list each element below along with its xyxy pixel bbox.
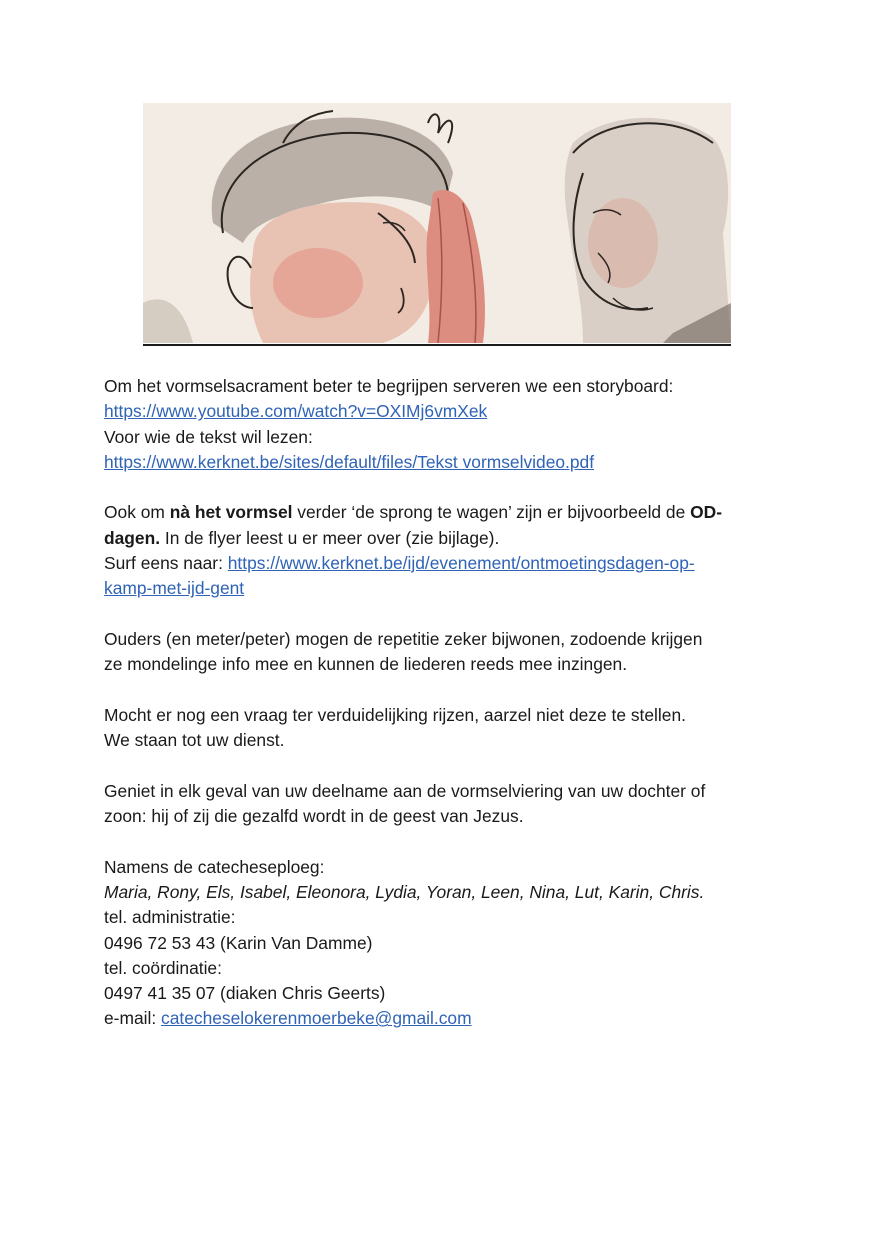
od-days-bold-2: dagen. [104,527,161,548]
team-names: Maria, Rony, Els, Isabel, Eleonora, Lydia, Yoran, Leen, Nina, Lut, Karin, Chris. [104,881,705,902]
after-confirmation-bold: nà het vormsel [169,502,293,523]
email-line: e-mail: catecheselokerenmoerbeke@gmail.com [104,1008,472,1029]
storyboard-illustration [143,103,731,343]
on-behalf-line: Namens de catecheseploeg: [104,856,325,877]
illustration-underline [143,344,731,346]
question-line-2: We staan tot uw dienst. [104,730,285,751]
od-days-paragraph: Ook om nà het vormsel verder ‘de sprong te wagen’ zijn er bijvoorbeeld de OD- [104,502,723,523]
coord-label: tel. coördinatie: [104,957,222,978]
read-text-line: Voor wie de tekst wil lezen: [104,426,313,447]
admin-phone: 0496 72 53 43 (Karin Van Damme) [104,932,373,953]
question-line-1: Mocht er nog een vraag ter verduidelijking rijzen, aarzel niet deze te stellen. [104,704,686,725]
surf-line: Surf eens naar: https://www.kerknet.be/ijd/evenement/ontmoetingsdagen-op- [104,553,695,574]
enjoy-line-1: Geniet in elk geval van uw deelname aan de vormselviering van uw dochter of [104,780,706,801]
youtube-link[interactable]: https://www.youtube.com/watch?v=OXIMj6vmXek [104,401,488,422]
storyboard-sketch-icon [143,103,731,343]
ijd-event-link[interactable]: https://www.kerknet.be/ijd/evenement/ontmoetingsdagen-op- [227,553,695,574]
enjoy-line-2: zoon: hij of zij die gezalfd wordt in de geest van Jezus. [104,806,524,827]
ijd-event-link-cont[interactable]: kamp-met-ijd-gent [104,578,245,599]
pdf-link[interactable]: https://www.kerknet.be/sites/default/files/Tekst vormselvideo.pdf [104,451,595,472]
coord-phone: 0497 41 35 07 (diaken Chris Geerts) [104,983,386,1004]
admin-label: tel. administratie: [104,907,236,928]
parents-line-2: ze mondelinge info mee en kunnen de liederen reeds mee inzingen. [104,654,628,675]
email-link[interactable]: catecheselokerenmoerbeke@gmail.com [161,1008,472,1029]
od-days-bold-1: OD- [690,502,723,523]
parents-line-1: Ouders (en meter/peter) mogen de repetitie zeker bijwonen, zodoende krijgen [104,628,703,649]
intro-line: Om het vormselsacrament beter te begrijpen serveren we een storyboard: [104,376,674,396]
letter-body: Om het vormselsacrament beter te begrijpen serveren we een storyboard: https://www.youtube.com/watch?v=OXIMj6vmXek Voor wie de tekst wil lezen: https://www.kerknet.be/sites/default/files/Tekst vormselvideo.pdf Ook om nà het vormsel verder ‘de sprong te wagen’ zijn er bijvoorbeeld de OD- dagen. In de flyer leest u er meer over (zie bijlage). Surf eens naar: https://www.kerknet.be/ijd/evenement/ontmoetingsdagen-op- kamp-met-ijd-gent Ouders (en meter/peter) mogen de repetitie zeker bijwonen, zodoende krijgen ze mondelinge info mee en kunnen de liederen reeds mee inzingen. Mocht er nog een vraag ter verduidelijking rijzen, aarzel niet deze te stellen. We staan tot uw dienst. Geniet in elk geval van uw deelname aan de vormselviering van uw dochter of zoon: hij of zij die gezalfd wordt in de geest van Jezus. Namens de catecheseploeg: Maria, Rony, Els, Isabel, Eleonora, Lydia, Yoran, Leen, Nina, Lut, Karin, Chris. tel. administratie: 0496 72 53 43 (Karin Van Damme) tel. coördinatie: 0497 41 35 07 (diaken Chris Geerts) e-mail: catecheselokerenmoerbeke@gmail.com [104,374,784,1032]
